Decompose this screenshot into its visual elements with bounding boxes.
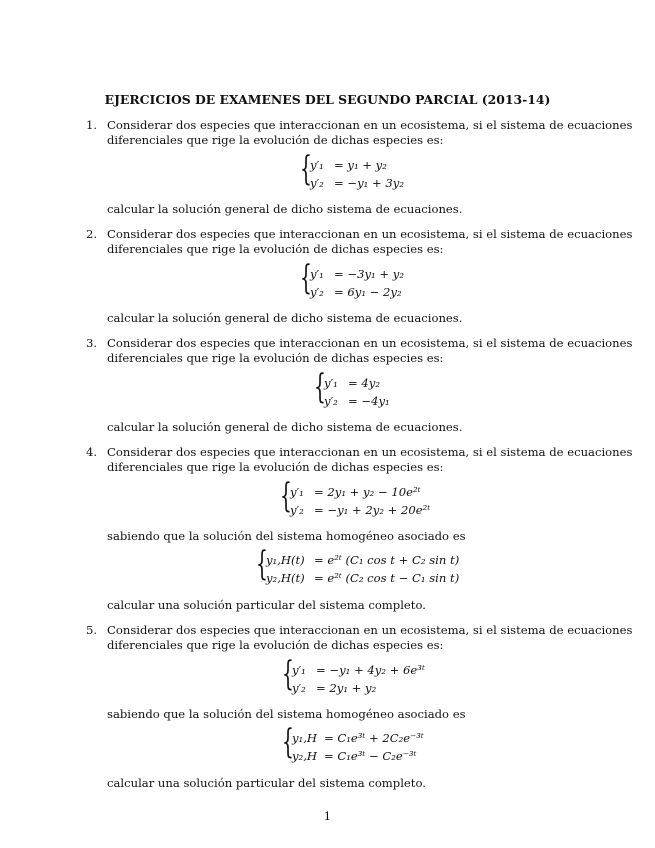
equation-lhs-1: y₁,H(t): [266, 553, 305, 567]
exercise-intro-line2: diferenciales que rige la evolución de dichas especies es:: [107, 351, 444, 365]
exercise-homog-text: sabiendo que la solución del sistema homogéneo asociado es: [107, 707, 466, 721]
left-brace: {: [300, 258, 312, 298]
equation-rhs-2: = −y₁ + 2y₂ + 20e²ᵗ: [314, 503, 431, 517]
exercise-number: 2.: [86, 227, 98, 241]
exercise-closing: calcular la solución general de dicho sistema de ecuaciones.: [107, 202, 463, 216]
equation-lhs-1: y′₁: [290, 485, 304, 499]
exercise-intro-line1: Considerar dos especies que interaccionan en un ecosistema, si el sistema de ecuaciones: [107, 623, 633, 637]
exercise-intro-line1: Considerar dos especies que interaccionan en un ecosistema, si el sistema de ecuaciones: [107, 227, 633, 241]
equation-rhs-2: = −y₁ + 3y₂: [334, 176, 404, 190]
exercise-intro-line2: diferenciales que rige la evolución de dichas especies es:: [107, 460, 444, 474]
exercise-closing: calcular una solución particular del sistema completo.: [107, 598, 426, 612]
equation-lhs-1: y₁,H: [292, 731, 317, 745]
exercise-intro-line1: Considerar dos especies que interaccionan en un ecosistema, si el sistema de ecuaciones: [107, 336, 633, 350]
exercise-homog-text: sabiendo que la solución del sistema homogéneo asociado es: [107, 529, 466, 543]
exercise-intro-line1: Considerar dos especies que interaccionan en un ecosistema, si el sistema de ecuaciones: [107, 445, 633, 459]
left-brace: {: [314, 367, 326, 407]
equation-rhs-1: = C₁e³ᵗ + 2C₂e⁻³ᵗ: [324, 731, 424, 745]
equation-lhs-2: y′₂: [310, 176, 324, 190]
equation-rhs-2: = e²ᵗ (C₂ cos t − C₁ sin t): [314, 571, 460, 585]
equation-rhs-2: = 6y₁ − 2y₂: [334, 285, 402, 299]
equation-lhs-1: y′₁: [310, 158, 324, 172]
equation-rhs-1: = −3y₁ + y₂: [334, 267, 404, 281]
exercise-closing: calcular la solución general de dicho sistema de ecuaciones.: [107, 311, 463, 325]
equation-rhs-1: = 4y₂: [348, 376, 380, 390]
equation-rhs-1: = e²ᵗ (C₁ cos t + C₂ sin t): [314, 553, 460, 567]
equation-lhs-2: y₂,H: [292, 749, 317, 763]
left-brace: {: [282, 654, 294, 694]
exercise-number: 1.: [86, 118, 98, 132]
equation-lhs-2: y₂,H(t): [266, 571, 305, 585]
equation-lhs-1: y′₁: [310, 267, 324, 281]
page-number: 1: [323, 809, 332, 823]
left-brace: {: [300, 149, 312, 189]
equation-lhs-2: y′₂: [290, 503, 304, 517]
exercise-intro-line2: diferenciales que rige la evolución de dichas especies es:: [107, 242, 444, 256]
exercise-intro-line1: Considerar dos especies que interaccionan en un ecosistema, si el sistema de ecuaciones: [107, 118, 633, 132]
equation-rhs-2: = 2y₁ + y₂: [316, 681, 377, 695]
equation-lhs-2: y′₂: [310, 285, 324, 299]
equation-lhs-2: y′₂: [324, 394, 338, 408]
exercise-number: 4.: [86, 445, 98, 459]
exercise-closing: calcular la solución general de dicho sistema de ecuaciones.: [107, 420, 463, 434]
left-brace: {: [282, 722, 294, 762]
equation-rhs-1: = y₁ + y₂: [334, 158, 387, 172]
exercise-closing: calcular una solución particular del sistema completo.: [107, 776, 426, 790]
left-brace: {: [256, 544, 268, 584]
equation-lhs-1: y′₁: [292, 663, 306, 677]
equation-lhs-1: y′₁: [324, 376, 338, 390]
page-title: EJERCICIOS DE EXAMENES DEL SEGUNDO PARCIAL (2013-14): [104, 92, 551, 107]
exercise-intro-line2: diferenciales que rige la evolución de dichas especies es:: [107, 133, 444, 147]
exercise-intro-line2: diferenciales que rige la evolución de dichas especies es:: [107, 638, 444, 652]
equation-rhs-2: = C₁e³ᵗ − C₂e⁻³ᵗ: [324, 749, 417, 763]
equation-rhs-1: = −y₁ + 4y₂ + 6e³ᵗ: [316, 663, 425, 677]
equation-lhs-2: y′₂: [292, 681, 306, 695]
left-brace: {: [280, 476, 292, 516]
equation-rhs-2: = −4y₁: [348, 394, 390, 408]
exercise-number: 5.: [86, 623, 98, 637]
equation-rhs-1: = 2y₁ + y₂ − 10e²ᵗ: [314, 485, 421, 499]
exercise-number: 3.: [86, 336, 98, 350]
